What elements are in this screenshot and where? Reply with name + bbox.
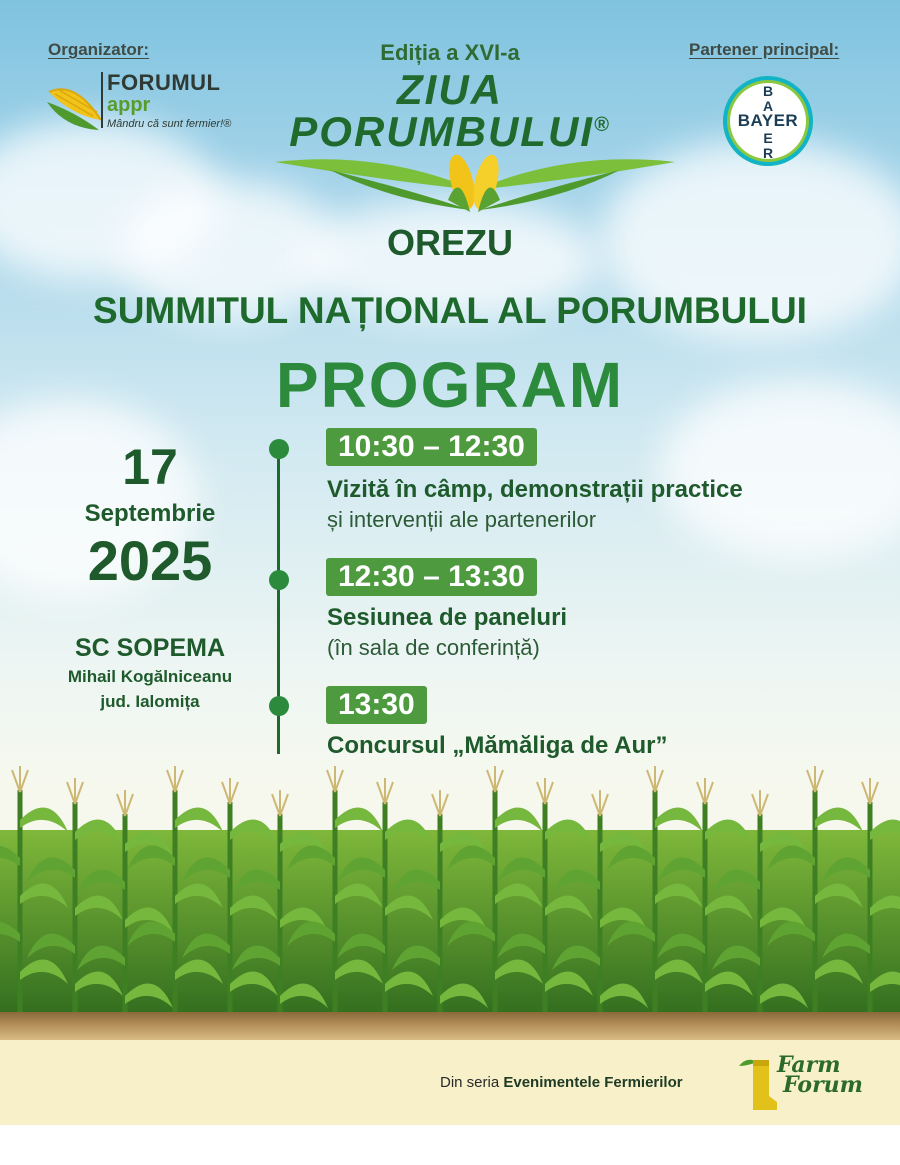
timeline-dot <box>269 570 289 590</box>
bayer-letter: R <box>762 145 774 161</box>
title-line-1: ZIUA <box>397 66 503 113</box>
bayer-letter: A <box>762 98 774 114</box>
footer-series: Evenimentele Fermierilor <box>503 1074 683 1091</box>
bayer-letter: E <box>763 130 773 146</box>
schedule-item-subtitle: și intervenții ale partenerilor <box>327 507 597 532</box>
schedule-time-badge: 13:30 <box>326 686 427 724</box>
venue-line-1: Mihail Kogălniceanu <box>67 667 233 686</box>
soil-strip <box>0 1012 900 1040</box>
corn-leaves-ornament-icon <box>270 150 680 220</box>
title-line-2 <box>0 108 900 156</box>
schedule-time-badge: 10:30 – 12:30 <box>326 428 537 466</box>
venue-name: SC SOPEMA <box>74 634 226 662</box>
boot-leaf-icon <box>735 1052 779 1112</box>
venue-line-2: jud. Ialomița <box>100 692 200 711</box>
schedule-item-title: Vizită în câmp, demonstrații practice <box>327 476 743 503</box>
registered-mark: ® <box>593 114 611 136</box>
footer <box>0 1040 900 1125</box>
title-line-2-text: PORUMBULUI <box>289 108 594 155</box>
timeline-dot <box>269 439 289 459</box>
footer-prefix: Din seria <box>440 1074 500 1091</box>
timeline-dot <box>269 696 289 716</box>
bayer-letter: B <box>762 83 774 99</box>
farm-forum-logo <box>735 1052 863 1114</box>
event-location: OREZU <box>387 222 513 263</box>
date-year: 2025 <box>87 529 213 592</box>
schedule-item-title: Sesiunea de paneluri <box>327 604 568 631</box>
schedule-item-title: Concursul „Mămăliga de Aur” <box>327 732 668 759</box>
corn-field-illustration <box>0 760 900 1025</box>
farm-forum-logo-line1: Farm <box>777 1052 841 1078</box>
appr-logo-line2: appr <box>107 94 151 116</box>
farm-forum-logo-line2: Forum <box>783 1072 863 1098</box>
schedule-item-subtitle: (în sala de conferință) <box>327 635 540 660</box>
schedule-time-badge: 12:30 – 13:30 <box>326 558 537 596</box>
summit-title: SUMMITUL NAȚIONAL AL PORUMBULUI <box>93 290 807 331</box>
bayer-logo-horizontal: BAYER <box>737 111 799 130</box>
footer-series-text <box>440 1074 683 1091</box>
partner-label: Partener principal: <box>689 40 840 59</box>
date-month: Septembrie <box>84 500 216 527</box>
organizer-label: Organizator: <box>48 40 150 59</box>
appr-logo-line1: FORUMUL <box>107 70 221 95</box>
appr-logo-tagline: Mândru că sunt fermier!® <box>107 118 232 130</box>
program-heading: PROGRAM <box>275 349 625 421</box>
edition-label: Ediția a XVI-a <box>380 40 520 65</box>
date-day: 17 <box>122 439 178 495</box>
